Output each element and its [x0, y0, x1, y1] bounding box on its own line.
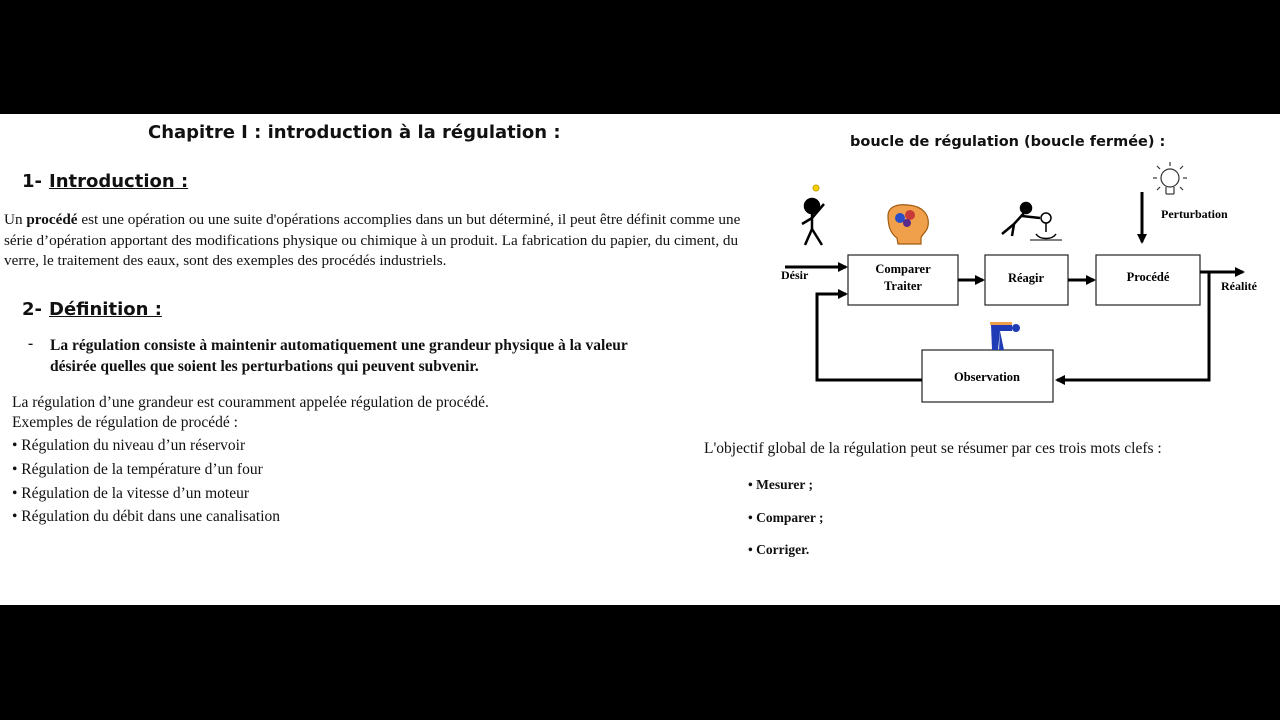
keyword-item: • Corriger. — [748, 542, 810, 557]
reacting-person-icon — [1002, 203, 1062, 240]
process-label: Procédé — [1126, 270, 1170, 284]
observing-person-icon — [990, 322, 1020, 350]
observation-label: Observation — [954, 370, 1020, 384]
slide — [0, 114, 1280, 605]
regulation-loop-diagram — [0, 114, 1280, 605]
treat-label: Traiter — [884, 279, 922, 293]
section2-title: Définition : — [49, 299, 162, 320]
definition-dash: - — [28, 335, 34, 352]
regulation-line2: Exemples de régulation de procédé : — [12, 414, 238, 431]
regulation-line1: La régulation d’une grandeur est couramment appelée régulation de procédé. — [12, 394, 489, 411]
section1-title: Introduction : — [49, 171, 189, 192]
perturbation-label: Perturbation — [1161, 207, 1228, 221]
example-item: • Régulation de la vitesse d’un moteur — [12, 485, 250, 502]
brain-head-icon — [888, 205, 928, 244]
keyword-item: • Mesurer ; — [748, 477, 813, 492]
compare-label: Comparer — [875, 262, 931, 276]
definition-line1: La régulation consiste à maintenir automatiquement une grandeur physique à la valeur — [50, 337, 628, 354]
example-item: • Régulation de la température d’un four — [12, 461, 263, 478]
keyword-item: • Comparer ; — [748, 510, 824, 525]
thinking-person-icon — [802, 185, 824, 245]
intro-prefix: Un — [4, 211, 27, 228]
definition-line2: désirée quelles que soient les perturbations qui peuvent subvenir. — [50, 358, 479, 375]
intro-bold-term: procédé — [26, 211, 78, 228]
diagram-title: boucle de régulation (boucle fermée) : — [850, 134, 1166, 150]
section2-number: 2- — [22, 299, 42, 320]
chapter-title: Chapitre I : introduction à la régulation : — [148, 122, 561, 143]
desire-label: Désir — [781, 268, 809, 282]
example-item: • Régulation du niveau d’un réservoir — [12, 437, 246, 454]
section1-number: 1- — [22, 171, 42, 192]
objective-text: L'objectif global de la régulation peut se résumer par ces trois mots clefs : — [704, 440, 1162, 457]
react-label: Réagir — [1007, 271, 1045, 285]
reality-label: Réalité — [1221, 279, 1257, 293]
example-item: • Régulation du débit dans une canalisation — [12, 508, 281, 525]
lightbulb-icon — [1153, 162, 1187, 194]
intro-text: est une opération ou une suite d'opérations accomplies dans un but déterminé, il peut être définit comme une série d’opération apportant des modifications physique ou chimique à un produit. La fabrication du papier, du ciment, du verre, le traitement des eaux, sont des exemples des procédés industriels. — [4, 211, 741, 269]
feedback-arrow-left — [817, 294, 922, 380]
